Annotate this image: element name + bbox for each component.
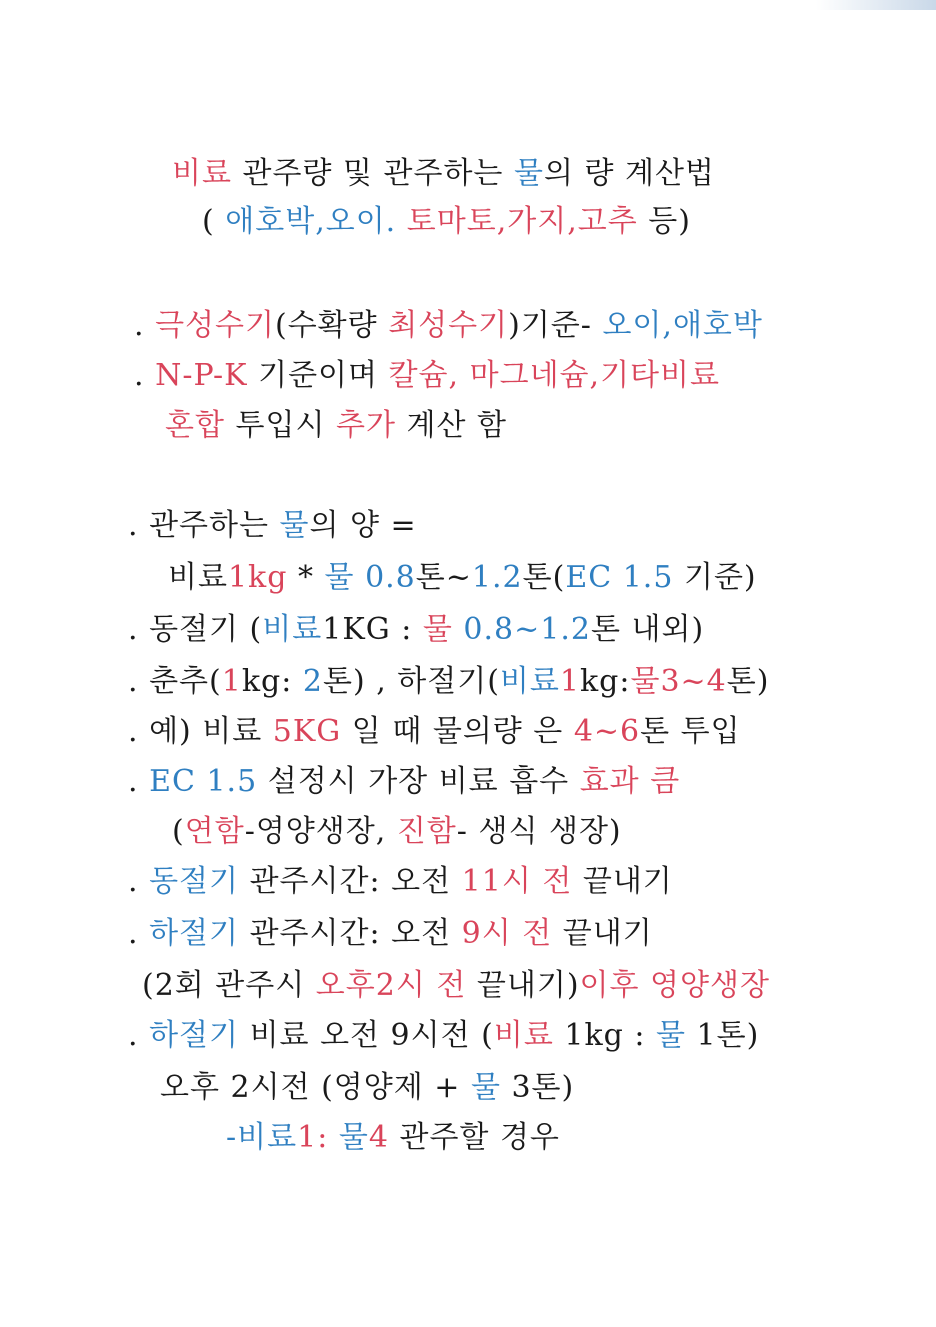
text-segment: . bbox=[134, 308, 156, 343]
note-summer-time bbox=[128, 914, 653, 954]
text-segment: 오후2시 전 bbox=[315, 968, 467, 1003]
text-segment: -비료 bbox=[226, 1120, 298, 1155]
text-segment: 의 량 계산법 bbox=[543, 156, 715, 191]
text-segment: 비료 bbox=[262, 612, 323, 647]
text-segment: 관주시간: 오전 bbox=[239, 916, 462, 951]
note-peak-season bbox=[134, 306, 763, 346]
text-segment: . bbox=[128, 864, 150, 899]
text-segment: 관주량 및 관주하는 bbox=[231, 156, 514, 191]
text-segment: EC 1.5 bbox=[565, 560, 674, 595]
text-segment: 추가 bbox=[335, 408, 396, 443]
text-segment: 톤 투입 bbox=[640, 714, 741, 749]
text-segment: 의 양 = bbox=[309, 508, 417, 543]
text-segment: )기준- bbox=[508, 308, 603, 343]
text-segment: 1kg : bbox=[553, 1018, 657, 1053]
note-water-amount bbox=[128, 506, 417, 546]
text-segment: N-P-K bbox=[155, 358, 248, 393]
text-segment: 톤) bbox=[726, 664, 770, 699]
text-segment: 관주시간: 오전 bbox=[239, 864, 462, 899]
text-segment: 효과 큼 bbox=[579, 764, 681, 799]
text-segment: . 관주하는 bbox=[128, 508, 280, 543]
text-segment: (2회 관주시 bbox=[142, 968, 316, 1003]
text-segment: 11시 전 bbox=[461, 864, 573, 899]
text-segment: 끝내기 bbox=[572, 864, 673, 899]
text-segment: 1KG : bbox=[322, 612, 423, 647]
text-segment: 극성수기 bbox=[155, 308, 275, 343]
text-segment: 톤 내외) bbox=[590, 612, 705, 647]
text-segment: 투입시 bbox=[224, 408, 336, 443]
text-segment: 애호박,오이. bbox=[225, 204, 397, 239]
text-segment: 1 bbox=[559, 664, 580, 699]
text-segment: 혼합 bbox=[165, 408, 225, 443]
text-segment: 2 bbox=[302, 664, 323, 699]
text-segment: 하절기 bbox=[149, 916, 240, 951]
text-segment: 톤~ bbox=[415, 560, 472, 595]
text-segment: 최성수기 bbox=[388, 308, 509, 343]
text-segment: 토마토,가지,고추 bbox=[406, 204, 638, 239]
text-segment: - 생식 생장) bbox=[456, 814, 622, 849]
text-segment: . 예) 비료 bbox=[128, 714, 273, 749]
text-segment bbox=[396, 204, 407, 239]
scan-edge-shadow bbox=[816, 0, 936, 10]
title-line bbox=[172, 154, 715, 194]
text-segment: . bbox=[128, 1018, 150, 1053]
text-segment: 0.8 bbox=[365, 560, 416, 595]
text-segment: * bbox=[287, 560, 325, 595]
text-segment: 관주할 경우 bbox=[388, 1120, 560, 1155]
text-segment: 기준이며 bbox=[247, 358, 389, 393]
text-segment: 5KG bbox=[272, 714, 342, 749]
text-segment: 물 bbox=[513, 156, 544, 191]
note-concentration bbox=[172, 812, 622, 852]
text-segment: 3톤) bbox=[500, 1070, 575, 1105]
text-segment: 1 bbox=[221, 664, 242, 699]
text-segment bbox=[459, 358, 470, 393]
text-segment: 물 bbox=[324, 560, 355, 595]
note-winter bbox=[128, 610, 704, 650]
text-segment: 물 bbox=[422, 612, 453, 647]
text-segment: ( bbox=[202, 204, 226, 239]
note-summer-fertilizer bbox=[128, 1016, 759, 1056]
text-segment bbox=[453, 612, 464, 647]
text-segment: 끝내기) bbox=[466, 968, 580, 1003]
text-segment: 비료 bbox=[172, 156, 232, 191]
text-segment: . bbox=[128, 764, 150, 799]
text-segment: 물 bbox=[279, 508, 310, 543]
text-segment: kg: bbox=[241, 664, 303, 699]
text-segment: 비료 bbox=[168, 560, 228, 595]
text-segment: 물 bbox=[338, 1120, 369, 1155]
text-segment: 비료 오전 9시전 ( bbox=[239, 1018, 494, 1053]
note-ec-setting bbox=[128, 762, 680, 802]
text-segment: . 춘추( bbox=[128, 664, 222, 699]
note-example bbox=[128, 712, 741, 752]
note-two-irrigations bbox=[142, 966, 770, 1006]
text-segment: 동절기 bbox=[149, 864, 240, 899]
text-segment: 진함 bbox=[396, 814, 457, 849]
note-spring-fall-summer bbox=[128, 662, 769, 702]
text-segment: . bbox=[134, 358, 156, 393]
subtitle-crops-line bbox=[202, 202, 691, 242]
text-segment: 오후 2시전 (영양제 + bbox=[160, 1070, 471, 1105]
note-npk-continued bbox=[165, 406, 507, 446]
text-segment: EC 1.5 bbox=[149, 764, 258, 799]
text-segment: 0.8~1.2 bbox=[463, 612, 591, 647]
text-segment: 비료 bbox=[493, 1018, 554, 1053]
text-segment: (수확량 bbox=[275, 308, 389, 343]
text-segment: 1톤) bbox=[686, 1018, 760, 1053]
text-segment: 1: bbox=[297, 1120, 329, 1155]
text-segment bbox=[355, 560, 366, 595]
text-segment: ( bbox=[172, 814, 185, 849]
text-segment: 끝내기 bbox=[552, 916, 653, 951]
text-segment: 칼슘, bbox=[388, 358, 460, 393]
text-segment: 기준) bbox=[673, 560, 757, 595]
text-segment: 하절기 bbox=[149, 1018, 240, 1053]
note-ratio-case bbox=[226, 1118, 560, 1158]
note-npk-basis bbox=[134, 356, 720, 396]
text-segment bbox=[328, 1120, 339, 1155]
text-segment: . bbox=[128, 916, 150, 951]
text-segment: 오이,애호박 bbox=[602, 308, 763, 343]
text-segment: 4~6 bbox=[573, 714, 641, 749]
text-segment: 톤) , 하절기( bbox=[322, 664, 500, 699]
text-segment: 톤( bbox=[522, 560, 566, 595]
text-segment: 마그네슘,기타비료 bbox=[469, 358, 720, 393]
text-segment: 물 bbox=[630, 664, 661, 699]
note-winter-time bbox=[128, 862, 673, 902]
text-segment: 등) bbox=[637, 204, 691, 239]
text-segment: 연함 bbox=[184, 814, 245, 849]
text-segment: 1kg bbox=[227, 560, 288, 595]
text-segment: 계산 함 bbox=[395, 408, 507, 443]
text-segment: 1.2 bbox=[471, 560, 523, 595]
text-segment: 4 bbox=[368, 1120, 389, 1155]
text-segment: 비료 bbox=[499, 664, 560, 699]
note-afternoon bbox=[160, 1068, 574, 1108]
text-segment: 설정시 가장 비료 흡수 bbox=[257, 764, 580, 799]
text-segment: . 동절기 ( bbox=[128, 612, 263, 647]
text-segment: -영양생장, bbox=[244, 814, 397, 849]
text-segment: 물 bbox=[470, 1070, 501, 1105]
text-segment: 9시 전 bbox=[461, 916, 553, 951]
formula-line bbox=[168, 558, 757, 598]
text-segment: 3~4 bbox=[660, 664, 727, 699]
text-segment: 물 bbox=[656, 1018, 686, 1053]
text-segment: 이후 영양생장 bbox=[579, 968, 770, 1003]
text-segment: kg: bbox=[579, 664, 631, 699]
text-segment: 일 때 물의량 은 bbox=[341, 714, 574, 749]
